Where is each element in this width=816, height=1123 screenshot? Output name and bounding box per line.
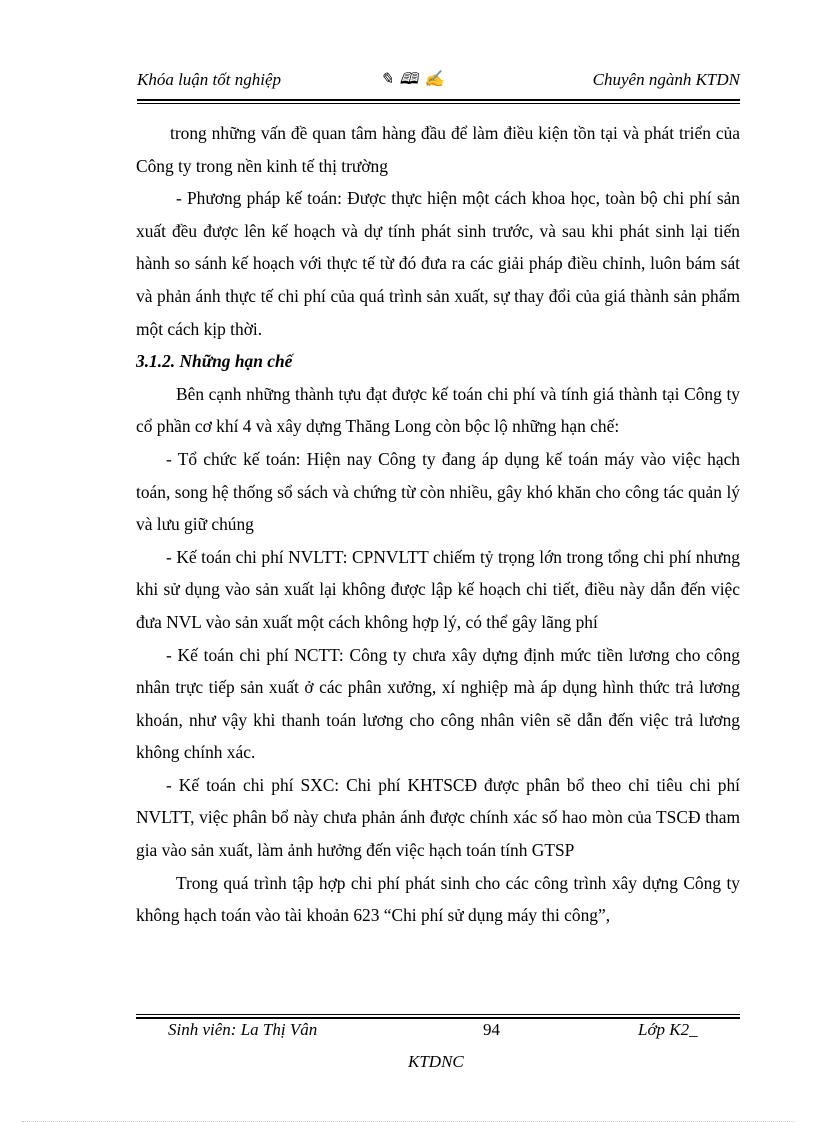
footer-divider [136, 1017, 740, 1019]
header-ornament-icon: ✎ 🕮 ✍ [380, 71, 446, 88]
header-thesis-title: Khóa luận tốt nghiệp [137, 70, 282, 89]
paragraph: - Kế toán chi phí NCTT: Công ty chưa xây dựng định mức tiền lương cho công nhân trực tiếp sản xuất ở các phân xưởng, xí nghiệp mà áp dụng hình thức trả lương khoán, như vậy khi thanh toán lương cho công nhân viên sẽ dẫn đến việc trả lương không chính xác. [136, 644, 740, 763]
paragraph: Trong quá trình tập hợp chi phí phát sinh cho các công trình xây dựng Công ty không hạch toán vào tài khoản 623 “Chi phí sử dụng máy thi công”, [136, 872, 740, 926]
paragraph: trong những vấn đề quan tâm hàng đầu để làm điều kiện tồn tại và phát triển của Công ty trong nền kinh tế thị trường [136, 123, 740, 176]
paragraph: Bên cạnh những thành tựu đạt được kế toán chi phí và tính giá thành tại Công ty cổ phần cơ khí 4 và xây dựng Thăng Long còn bộc lộ những hạn chế: [136, 383, 740, 437]
page-bottom-border [22, 1121, 794, 1122]
header-divider [137, 99, 740, 101]
paragraph: - Kế toán chi phí NVLTT: CPNVLTT chiếm tỷ trọng lớn trong tổng chi phí nhưng khi sử dụng vào sản xuất lại không được lập kế hoạch chi tiết, điều này dẫn đến việc đưa NVL vào sản xuất một cách không hợp lý, có thể gây lãng phí [136, 546, 740, 632]
footer-student-name: Sinh viên: La Thị Vân [168, 1020, 318, 1039]
page-footer [136, 1020, 740, 1080]
page-header [137, 66, 740, 96]
header-major: Chuyên ngành KTDN [592, 70, 740, 89]
paragraph: - Kế toán chi phí SXC: Chi phí KHTSCĐ được phân bổ theo chỉ tiêu chi phí NVLTT, việc phân bổ này chưa phản ánh được chính xác số hao mòn của TSCĐ tham gia vào sản xuất, làm ảnh hưởng đến việc hạch toán tính GTSP [136, 774, 740, 861]
document-body [136, 117, 740, 932]
page-number: 94 [483, 1020, 500, 1039]
footer-divider-thin [136, 1014, 740, 1015]
footer-class: Lớp K2_ [638, 1020, 698, 1039]
section-heading: 3.1.2. Những hạn chế [136, 351, 293, 372]
paragraph: - Phương pháp kế toán: Được thực hiện một cách khoa học, toàn bộ chi phí sản xuất đều được lên kế hoạch và dự tính phát sinh trước, và sau khi phát sinh lại tiến hành so sánh kế hoạch với thực tế từ đó đưa ra các giải pháp điều chỉnh, luôn bám sát và phản ánh thực tế chi phí của quá trình sản xuất, sự thay đổi của giá thành sản phẩm một cách kịp thời. [136, 188, 740, 339]
paragraph: - Tổ chức kế toán: Hiện nay Công ty đang áp dụng kế toán máy vào việc hạch toán, song hệ thống sổ sách và chứng từ còn nhiều, gây khó khăn cho công tác quản lý và lưu giữ chúng [136, 448, 740, 535]
header-divider-thin [137, 103, 740, 104]
footer-class-continued: KTDNC [408, 1052, 464, 1071]
